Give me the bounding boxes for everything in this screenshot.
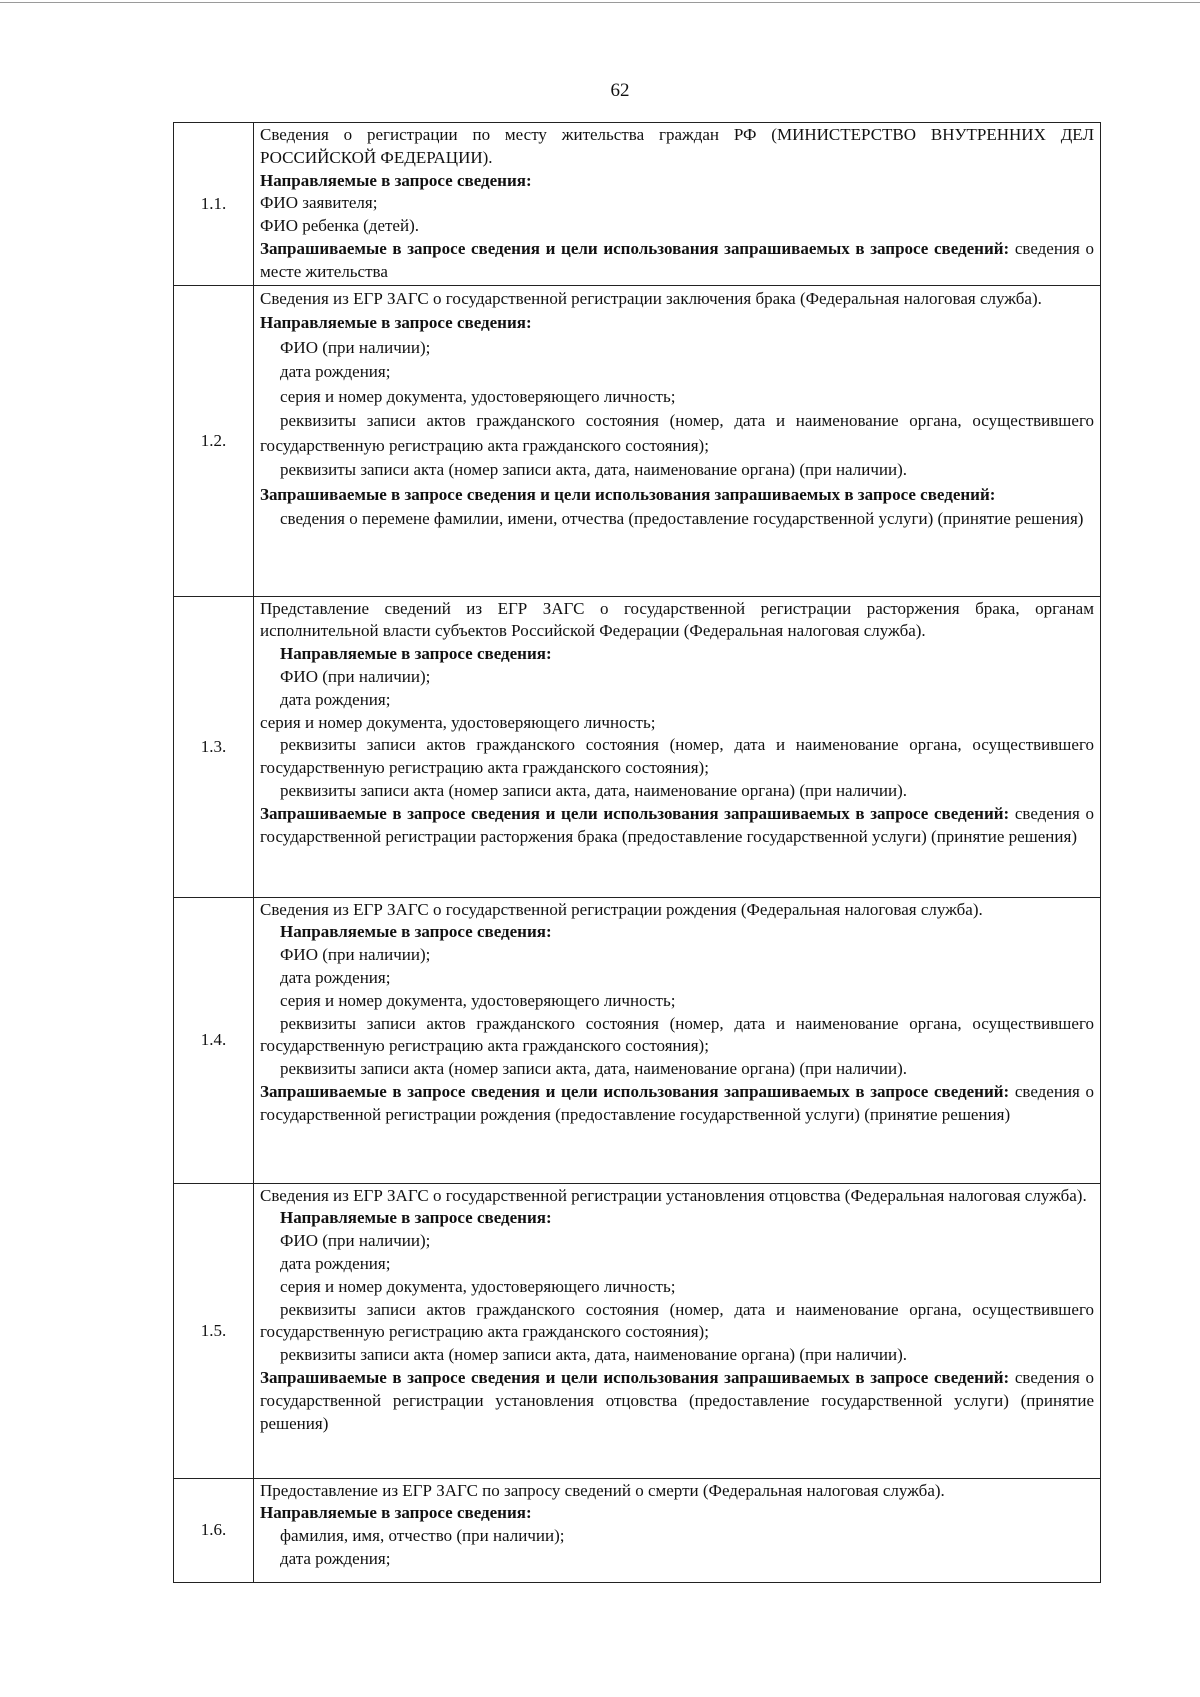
requested-label: Запрашиваемые в запросе сведения и цели использования запрашиваемых в запросе сведений: — [260, 1081, 1010, 1101]
list-item: дата рождения; — [280, 1253, 391, 1273]
scan-edge-line — [0, 2, 1200, 3]
requested-label: Запрашиваемые в запросе сведения и цели использования запрашиваемых в запросе сведений: — [260, 1367, 1010, 1387]
row-title: Сведения о регистрации по месту жительства граждан РФ (МИНИСТЕРСТВО ВНУТРЕННИХ ДЕЛ РОССИЙСКОЙ ФЕДЕРАЦИИ). — [260, 125, 1094, 167]
list-item: реквизиты записи актов гражданского состояния (номер, дата и наименование органа, осуществившего государственную регистрацию акта гражданского состояния); — [260, 735, 1094, 778]
requested-block — [260, 1367, 1094, 1435]
list-item: дата рождения; — [280, 1548, 391, 1568]
sent-label: Направляемые в запросе сведения: — [260, 313, 532, 333]
requested-text: сведения о перемене фамилии, имени, отчества (предоставление государственной услуги) (принятие решения) — [280, 509, 1084, 529]
services-table — [173, 122, 1101, 1583]
row-number: 1.2. — [174, 285, 254, 596]
requested-label: Запрашиваемые в запросе сведения и цели использования запрашиваемых в запросе сведений: — [260, 484, 996, 504]
table-row-1-2 — [174, 285, 1101, 596]
row-title: Сведения из ЕГР ЗАГС о государственной регистрации установления отцовства (Федеральная налоговая служба). — [260, 1185, 1087, 1205]
list-item: реквизиты записи акта (номер записи акта, дата, наименование органа) (при наличии). — [280, 780, 907, 800]
requested-block — [260, 803, 1094, 849]
list-item: дата рождения; — [280, 689, 391, 709]
requested-block — [260, 238, 1094, 284]
row-title: Сведения из ЕГР ЗАГС о государственной регистрации заключения брака (Федеральная налоговая служба). — [260, 288, 1042, 308]
list-item: реквизиты записи акта (номер записи акта, дата, наименование органа) (при наличии). — [280, 1345, 907, 1365]
row-content — [254, 596, 1101, 897]
row-number: 1.4. — [174, 897, 254, 1183]
list-item: реквизиты записи актов гражданского состояния (номер, дата и наименование органа, осуществившего государственную регистрацию акта гражданского состояния); — [260, 1299, 1094, 1342]
row-content — [254, 123, 1101, 286]
list-item: ФИО ребенка (детей). — [260, 216, 419, 236]
requested-label: Запрашиваемые в запросе сведения и цели использования запрашиваемых в запросе сведений: — [260, 803, 1010, 823]
sent-label: Направляемые в запросе сведения: — [280, 1208, 552, 1228]
list-item: серия и номер документа, удостоверяющего личность; — [280, 1276, 676, 1296]
table-row-1-4 — [174, 897, 1101, 1183]
requested-text: сведения о государственной регистрации расторжения брака (предоставление государственной услуги) (принятие решения) — [260, 803, 1094, 846]
requested-label: Запрашиваемые в запросе сведения и цели использования запрашиваемых в запросе сведений: — [260, 238, 1010, 258]
row-number: 1.5. — [174, 1183, 254, 1478]
table-row-1-3 — [174, 596, 1101, 897]
list-item: серия и номер документа, удостоверяющего личность; — [280, 386, 676, 406]
table-row-1-5 — [174, 1183, 1101, 1478]
list-item: ФИО (при наличии); — [280, 337, 431, 357]
row-content — [254, 285, 1101, 596]
page-number: 62 — [610, 80, 630, 101]
row-title: Представление сведений из ЕГР ЗАГС о государственной регистрации расторжения брака, органам исполнительной власти субъектов Российской Федерации (Федеральная налоговая служба). — [260, 598, 1094, 641]
row-number: 1.3. — [174, 596, 254, 897]
list-item: ФИО (при наличии); — [280, 945, 431, 965]
row-content — [254, 897, 1101, 1183]
list-item: реквизиты записи акта (номер записи акта, дата, наименование органа) (при наличии). — [280, 460, 907, 480]
list-item: реквизиты записи актов гражданского состояния (номер, дата и наименование органа, осуществившего государственную регистрацию акта гражданского состояния); — [260, 411, 1094, 455]
row-title: Предоставление из ЕГР ЗАГС по запросу сведений о смерти (Федеральная налоговая служба). — [260, 1480, 945, 1500]
list-item: дата рождения; — [280, 362, 391, 382]
requested-text: сведения о государственной регистрации рождения (предоставление государственной услуги) (принятие решения) — [260, 1081, 1094, 1124]
list-item: серия и номер документа, удостоверяющего личность; — [280, 990, 676, 1010]
list-item: дата рождения; — [280, 967, 391, 987]
list-item: ФИО (при наличии); — [280, 666, 431, 686]
sent-label: Направляемые в запросе сведения: — [260, 1503, 532, 1523]
row-number: 1.1. — [174, 123, 254, 286]
requested-text: сведения о государственной регистрации установления отцовства (предоставление государственной услуги) (принятие решения) — [260, 1367, 1094, 1433]
requested-text: сведения о месте жительства — [260, 238, 1094, 281]
row-number: 1.6. — [174, 1478, 254, 1582]
table-row-1-6 — [174, 1478, 1101, 1582]
list-item: реквизиты записи акта (номер записи акта, дата, наименование органа) (при наличии). — [280, 1059, 907, 1079]
sent-label: Направляемые в запросе сведения: — [280, 922, 552, 942]
row-title: Сведения из ЕГР ЗАГС о государственной регистрации рождения (Федеральная налоговая служба). — [260, 899, 983, 919]
sent-label: Направляемые в запросе сведения: — [280, 644, 552, 664]
list-item: реквизиты записи актов гражданского состояния (номер, дата и наименование органа, осуществившего государственную регистрацию акта гражданского состояния); — [260, 1013, 1094, 1056]
list-item: серия и номер документа, удостоверяющего личность; — [260, 712, 656, 732]
table-row-1-1 — [174, 123, 1101, 286]
list-item: фамилия, имя, отчество (при наличии); — [280, 1526, 565, 1546]
row-content — [254, 1478, 1101, 1582]
sent-label: Направляемые в запросе сведения: — [260, 170, 532, 190]
row-content — [254, 1183, 1101, 1478]
list-item: ФИО заявителя; — [260, 193, 378, 213]
requested-block — [260, 1081, 1094, 1127]
list-item: ФИО (при наличии); — [280, 1231, 431, 1251]
